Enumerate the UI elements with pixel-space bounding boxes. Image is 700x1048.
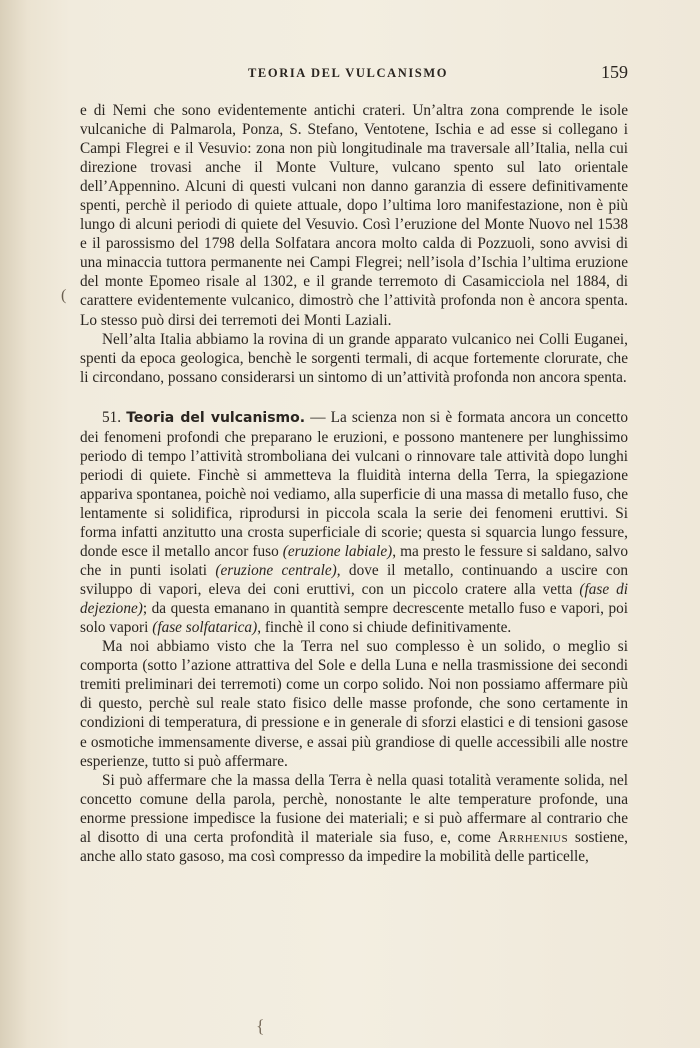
paragraph-section-51 — [80, 408, 628, 638]
page-number: 159 — [601, 62, 628, 82]
paragraph-4: Ma noi abbiamo visto che la Terra nel suo complesso è un solido, o meglio si comporta (sotto l’azione attrattiva del Sole e della Luna e nella trasmissione dei secondi tremiti preliminari dei terremoti) come un corpo solido. Noi non possiamo affermare più di questo, perchè sul reale stato fisico delle masse profonde, che sono certamente in condizioni di temperatura, di pressione e in generale di sforzi elastici e di tensioni gasose e osmotiche immensamente diverse, e assai più grandiose di quelle accessibili alle nostre esperienze, tutto si può affermare. — [80, 638, 628, 770]
page-body — [80, 101, 628, 866]
section-title: Teoria del vulcanismo. — [126, 409, 306, 426]
foot-mark: { — [256, 1016, 265, 1036]
paragraph-5-text-a: Si può affermare che la massa della Terra è nella quasi totalità veramente solida, nel concetto comune della parola, perchè, nonostante le alte temperature profonde, una enorme pressione impedisce la fusione dei materiali; e si può affermare al contrario che al disotto di una certa profondità il materiale sia fuso, e, come — [80, 771, 628, 846]
section-number: 51. — [102, 408, 122, 426]
paragraph-1: e di Nemi che sono evidentemente antichi crateri. Un’altra zona comprende le isole vulcaniche di Palmarola, Ponza, S. Stefano, Ventotene, Ischia e ad esse si collegano i Campi Flegrei e il Vesuvio: zona non più longitudinale ma traversale all’Italia, nella cui direzione trovasi anche il Monte Vulture, vulcano spento sul lato orientale dell’Appennino. Alcuni di questi vulcani non danno garanzia di essere definitivamente spenti, perchè il periodo di quiete attuale, dopo l’ultima loro manifestazione, non è più lungo di alcuni periodi di quiete del Vesuvio. Così l’eruzione del Monte Nuovo nel 1538 e il parossismo del 1798 della Solfatara ancora molto calda di Pozzuoli, sono avvisi di una minaccia tuttora permanente nei Campi Flegrei; nell’isola d’Ischia l’ultima eruzione del monte Epomeo risale al 1302, e il grande terremoto di Casamicciola nel 1884, di carattere evidentemente vulcanico, dimostrò che l’attività profonda non è ancora spenta. Lo stesso può dirsi dei terremoti dei Monti Laziali. — [80, 102, 628, 329]
term-eruzione-centrale: (eruzione centrale) — [215, 562, 337, 580]
paragraph-2: Nell’alta Italia abbiamo la rovina di un grande apparato vulcanico nei Colli Euganei, spenti da epoca geologica, benchè le sorgenti termali, di acque fortemente clorurate, che li circondano, possano considerarsi un sintomo di un’attività profonda non ancora spenta. — [80, 330, 628, 386]
page-header — [80, 62, 628, 86]
paragraph-3-text-d: ; da questa emanano in quantità sempre decrescente metallo fuso e vapori, poi solo vapori — [80, 600, 628, 637]
paragraph-3-text-a: — La scienza non si è formata ancora un concetto dei fenomeni profondi che preparano le eruzioni, e possono mantenere per lunghissimo periodo di tempo l’attività stromboliana dei vulcani o rinnovare tale attività dopo lunghi periodi di quiete. Finchè si ammetteva la fluidità interna della Terra, la spiegazione appariva spontanea, poichè noi vediamo, alla superficie di una massa di metallo fuso, che lentamente si solidifica, riprodursi in piccola scala la serie dei fenomeni eruttivi. Si forma infatti anzitutto una crosta superficiale di scorie; questa si squarcia lungo fessure, donde esce il metallo ancor fuso — [80, 408, 628, 561]
term-eruzione-labiale: (eruzione labiale) — [282, 543, 393, 561]
margin-mark: ( — [61, 287, 67, 304]
author-name: Arrhenius — [497, 828, 569, 846]
running-title: TEORIA DEL VULCANISMO — [248, 66, 449, 80]
paragraph-3-text-e: , finchè il cono si chiude definitivamente. — [257, 619, 512, 637]
paragraph-5 — [80, 771, 628, 866]
paragraph-5-text-b: sostiene, anche allo stato gasoso, ma così compresso da impedire la mobilità delle particelle, — [80, 828, 628, 865]
paragraph-3-text-b: , ma presto le fessure si saldano, salvo che in punti isolati — [80, 543, 628, 580]
term-fase-di-dejezione: (fase di dejezione) — [80, 581, 628, 618]
term-fase-solfatarica: (fase solfatarica) — [152, 619, 258, 637]
paragraph-3-text-c: , dove il metallo, continuando a uscire con sviluppo di vapori, eleva dei coni eruttivi, con un piccolo cratere alla vetta — [80, 562, 628, 599]
